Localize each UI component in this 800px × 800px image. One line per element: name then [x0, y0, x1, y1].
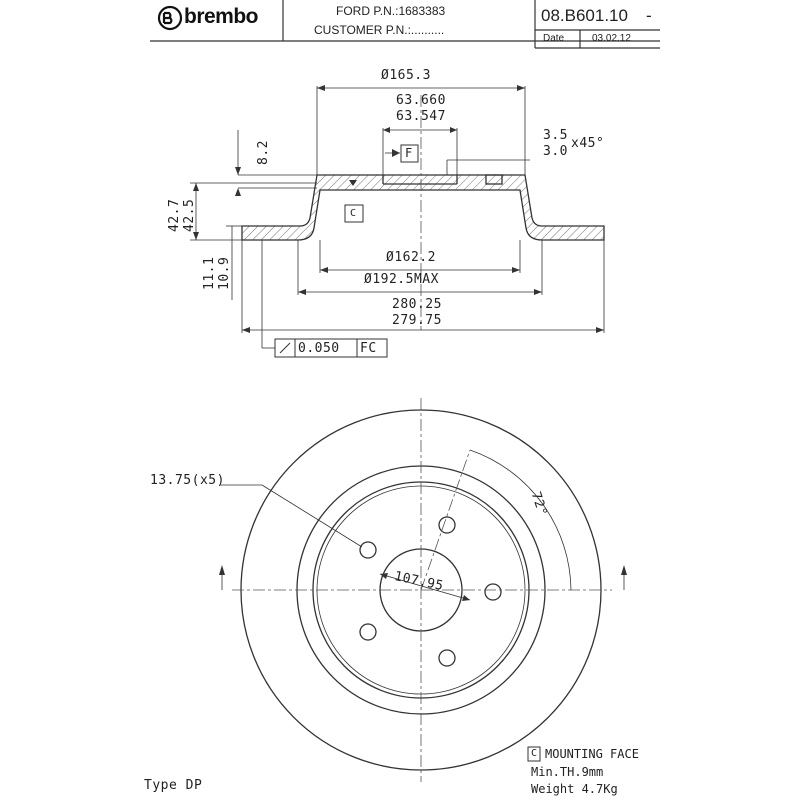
disc-section-profile: [242, 175, 604, 240]
bolt-hole-5: [485, 584, 501, 600]
dim-chamfer-angle: x45°: [571, 136, 605, 151]
dim-outer-diameter-lower: 279.75: [392, 313, 442, 328]
dim-bore-upper: 63.660: [396, 93, 446, 108]
bolt-hole-2: [360, 542, 376, 558]
runout-tolerance-ref: FC: [360, 341, 377, 356]
bolt-hole-4: [439, 650, 455, 666]
dim-diameter-165: Ø165.3: [381, 68, 431, 83]
bolt-hole-1: [439, 517, 455, 533]
dim-chamfer-upper: 3.5: [543, 128, 568, 143]
dim-chamfer-lower: 3.0: [543, 144, 568, 159]
brand-logo-text: brembo: [184, 5, 259, 28]
mounting-face-note: MOUNTING FACE: [545, 747, 639, 761]
bolt-angle: 72°: [527, 490, 550, 519]
customer-part-number: CUSTOMER P.N.:..........: [314, 23, 445, 37]
part-number-suffix: -: [646, 6, 652, 25]
disc-type: Type DP: [144, 778, 203, 793]
dim-height-upper: 42.7: [167, 198, 182, 232]
pitch-circle-diameter: 107.95: [392, 569, 445, 595]
runout-tolerance-value: 0.050: [298, 341, 340, 356]
dim-diameter-192-max: Ø192.5MAX: [364, 272, 439, 287]
date-label: Date: [543, 33, 565, 44]
mounting-face-c-label: C: [531, 748, 538, 759]
dim-diameter-162: Ø162.2: [386, 250, 436, 265]
dim-bore-lower: 63.547: [396, 109, 446, 124]
dim-thickness-upper: 11.1: [202, 256, 217, 290]
weight-note: Weight 4.7Kg: [531, 782, 618, 796]
brembo-part-number: 08.B601.10: [541, 6, 628, 25]
date-value: 03.02.12: [592, 33, 631, 44]
dim-hat-offset: 8.2: [256, 140, 271, 165]
ford-part-number: FORD P.N.:1683383: [336, 4, 446, 18]
brembo-logo-mark: [159, 7, 181, 29]
datum-f-label: F: [405, 146, 413, 160]
bolt-hole-spec: 13.75(x5): [150, 473, 225, 488]
datum-c-label: C: [350, 208, 357, 219]
min-thickness-note: Min.TH.9mm: [531, 765, 604, 779]
dim-height-lower: 42.5: [182, 198, 197, 232]
dim-outer-diameter-upper: 280.25: [392, 297, 442, 312]
dim-thickness-lower: 10.9: [217, 256, 232, 290]
bolt-hole-3: [360, 624, 376, 640]
